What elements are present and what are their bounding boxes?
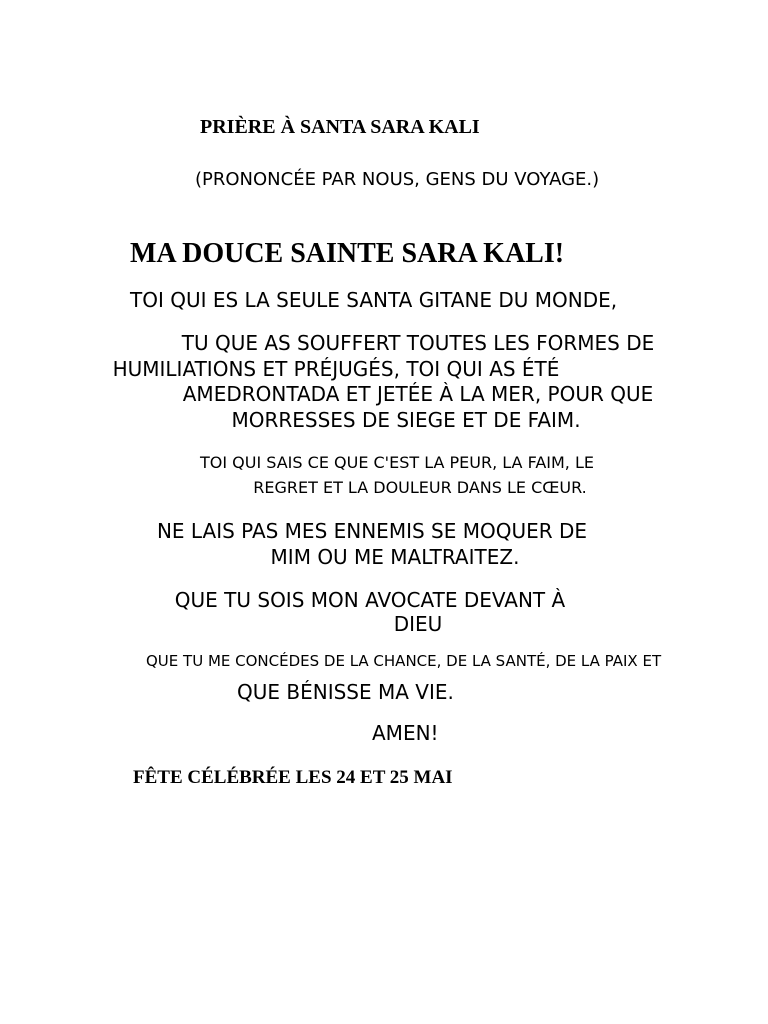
prayer-paragraph-3: [150, 450, 660, 500]
prayer-amen: AMEN!: [372, 721, 439, 745]
feast-date: FÊTE CÉLÉBRÉE LES 24 ET 25 MAI: [133, 767, 453, 788]
paragraph-2-line: MORRESSES DE SIEGE ET DE FAIM.: [231, 407, 581, 432]
paragraph-3-line: TOI QUI SAIS CE QUE C'EST LA PEUR, LA FAIM, LE: [200, 453, 594, 472]
prayer-subtitle: (PRONONCÉE PAR NOUS, GENS DU VOYAGE.): [195, 169, 600, 190]
prayer-line-1: TOI QUI ES LA SEULE SANTA GITANE DU MONDE,: [130, 288, 618, 312]
prayer-line-7: QUE BÉNISSE MA VIE.: [237, 680, 454, 704]
paragraph-5-line: DIEU: [393, 612, 443, 636]
paragraph-4-line: MIM OU ME MALTRAITEZ.: [270, 545, 520, 569]
prayer-paragraph-2: [110, 331, 690, 433]
prayer-heading: MA DOUCE SAINTE SARA KALI!: [130, 238, 565, 269]
prayer-paragraph-5: [140, 588, 610, 636]
paragraph-2-line: HUMILIATIONS ET PRÉJUGÉS, TOI QUI AS ÉTÉ: [112, 356, 560, 381]
paragraph-5-line: QUE TU SOIS MON AVOCATE DEVANT À: [174, 588, 566, 612]
paragraph-4-line: NE LAIS PAS MES ENNEMIS SE MOQUER DE: [156, 519, 588, 543]
prayer-paragraph-4: [120, 518, 630, 570]
paragraph-3-line: REGRET ET LA DOULEUR DANS LE CŒUR.: [253, 478, 587, 497]
prayer-line-6: QUE TU ME CONCÉDES DE LA CHANCE, DE LA SANTÉ, DE LA PAIX ET: [146, 652, 662, 670]
paragraph-2-line: AMEDRONTADA ET JETÉE À LA MER, POUR QUE: [182, 382, 654, 406]
paragraph-2-line: TU QUE AS SOUFFERT TOUTES LES FORMES DE: [181, 331, 655, 355]
prayer-title: PRIÈRE À SANTA SARA KALI: [200, 116, 480, 138]
